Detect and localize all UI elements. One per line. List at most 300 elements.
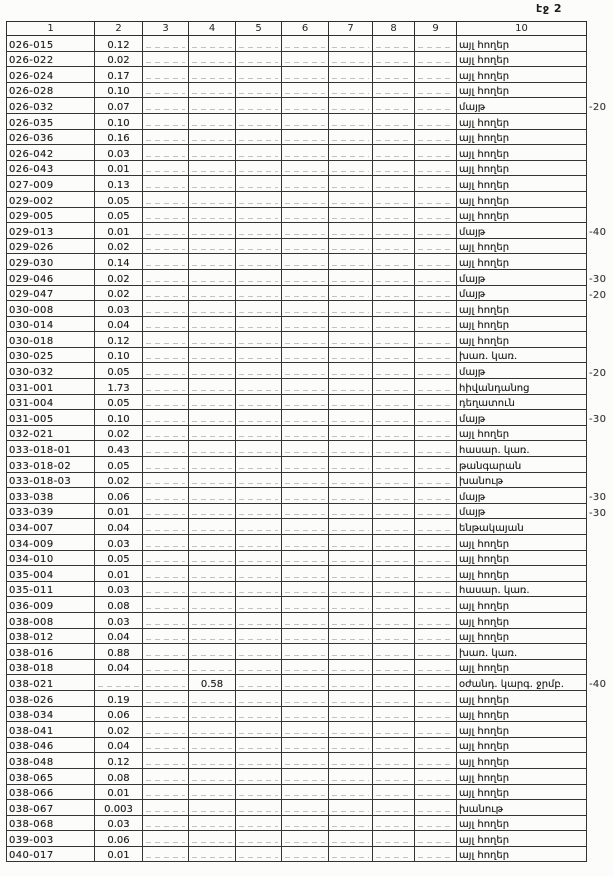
value-cell-2: 0.10 bbox=[95, 410, 143, 426]
margin-note bbox=[587, 550, 613, 566]
value-cell-6 bbox=[282, 51, 329, 67]
value-cell-5 bbox=[236, 301, 282, 317]
value-cell-4 bbox=[189, 519, 236, 535]
value-cell-9 bbox=[415, 722, 457, 738]
value-cell-8 bbox=[373, 441, 415, 457]
land-use-cell: այլ հողեր bbox=[457, 737, 587, 753]
value-cell-7 bbox=[329, 846, 373, 862]
value-cell-8 bbox=[373, 363, 415, 379]
value-cell-8 bbox=[373, 535, 415, 551]
margin-note bbox=[587, 51, 613, 67]
margin-note bbox=[587, 332, 613, 348]
value-cell-2: 0.05 bbox=[95, 207, 143, 223]
value-cell-5 bbox=[236, 379, 282, 395]
value-cell-6 bbox=[282, 519, 329, 535]
value-cell-7 bbox=[329, 784, 373, 800]
value-cell-9 bbox=[415, 207, 457, 223]
land-use-cell: այլ հողեր bbox=[457, 145, 587, 161]
value-cell-9 bbox=[415, 472, 457, 488]
value-cell-9 bbox=[415, 129, 457, 145]
parcel-code-cell: 038-065 bbox=[7, 768, 95, 784]
value-cell-6 bbox=[282, 269, 329, 285]
margin-note bbox=[587, 113, 613, 129]
margin-note bbox=[587, 457, 613, 473]
value-cell-7 bbox=[329, 644, 373, 660]
value-cell-7 bbox=[329, 207, 373, 223]
value-cell-7 bbox=[329, 285, 373, 301]
value-cell-2: 0.01 bbox=[95, 784, 143, 800]
land-use-cell: հասար. կառ. bbox=[457, 581, 587, 597]
value-cell-5 bbox=[236, 441, 282, 457]
margin-column-spacer bbox=[587, 22, 613, 36]
land-use-cell: այլ հողեր bbox=[457, 831, 587, 847]
value-cell-2: 0.10 bbox=[95, 347, 143, 363]
value-cell-6 bbox=[282, 737, 329, 753]
parcel-code-cell: 036-009 bbox=[7, 597, 95, 613]
value-cell-9 bbox=[415, 82, 457, 98]
table-row bbox=[7, 36, 613, 52]
margin-note bbox=[587, 597, 613, 613]
value-cell-2: 0.12 bbox=[95, 332, 143, 348]
value-cell-2: 0.03 bbox=[95, 581, 143, 597]
margin-note bbox=[587, 207, 613, 223]
margin-note bbox=[587, 36, 613, 52]
margin-note bbox=[587, 67, 613, 83]
value-cell-5 bbox=[236, 394, 282, 410]
parcel-code-cell: 038-012 bbox=[7, 628, 95, 644]
value-cell-7 bbox=[329, 722, 373, 738]
value-cell-2: 0.06 bbox=[95, 706, 143, 722]
value-cell-4 bbox=[189, 644, 236, 660]
value-cell-8 bbox=[373, 566, 415, 582]
value-cell-4 bbox=[189, 846, 236, 862]
value-cell-8 bbox=[373, 285, 415, 301]
value-cell-9 bbox=[415, 644, 457, 660]
value-cell-6 bbox=[282, 160, 329, 176]
parcel-code-cell: 035-011 bbox=[7, 581, 95, 597]
land-use-cell: այլ հողեր bbox=[457, 332, 587, 348]
value-cell-7 bbox=[329, 113, 373, 129]
value-cell-6 bbox=[282, 441, 329, 457]
land-use-cell: թանգարան bbox=[457, 457, 587, 473]
value-cell-9 bbox=[415, 784, 457, 800]
value-cell-4 bbox=[189, 347, 236, 363]
value-cell-4 bbox=[189, 129, 236, 145]
value-cell-7 bbox=[329, 800, 373, 816]
value-cell-5 bbox=[236, 67, 282, 83]
value-cell-2: 0.01 bbox=[95, 503, 143, 519]
value-cell-2: 0.05 bbox=[95, 394, 143, 410]
value-cell-9 bbox=[415, 753, 457, 769]
value-cell-7 bbox=[329, 191, 373, 207]
value-cell-4 bbox=[189, 316, 236, 332]
margin-note bbox=[587, 82, 613, 98]
value-cell-4 bbox=[189, 784, 236, 800]
value-cell-3 bbox=[143, 597, 189, 613]
value-cell-8 bbox=[373, 129, 415, 145]
table-body bbox=[7, 36, 613, 862]
value-cell-5 bbox=[236, 223, 282, 239]
value-cell-6 bbox=[282, 207, 329, 223]
parcel-code-cell: 029-030 bbox=[7, 254, 95, 270]
value-cell-8 bbox=[373, 394, 415, 410]
col-header-3: 3 bbox=[143, 22, 189, 36]
value-cell-2: 0.03 bbox=[95, 301, 143, 317]
value-cell-8 bbox=[373, 612, 415, 628]
value-cell-2: 0.02 bbox=[95, 285, 143, 301]
value-cell-3 bbox=[143, 379, 189, 395]
margin-note bbox=[587, 737, 613, 753]
land-use-cell: խանութ bbox=[457, 472, 587, 488]
value-cell-5 bbox=[236, 737, 282, 753]
land-use-cell: հասար. կառ. bbox=[457, 441, 587, 457]
value-cell-3 bbox=[143, 36, 189, 52]
value-cell-5 bbox=[236, 113, 282, 129]
land-use-cell: այլ հողեր bbox=[457, 768, 587, 784]
col-header-5: 5 bbox=[236, 22, 282, 36]
land-use-cell: այլ հողեր bbox=[457, 36, 587, 52]
col-header-9: 9 bbox=[415, 22, 457, 36]
parcel-code-cell: 032-021 bbox=[7, 425, 95, 441]
parcel-code-cell: 026-022 bbox=[7, 51, 95, 67]
land-use-cell: հիվանդանոց bbox=[457, 379, 587, 395]
value-cell-9 bbox=[415, 98, 457, 114]
table-row bbox=[7, 519, 613, 535]
value-cell-6 bbox=[282, 768, 329, 784]
value-cell-2: 0.03 bbox=[95, 535, 143, 551]
parcel-code-cell: 035-004 bbox=[7, 566, 95, 582]
value-cell-8 bbox=[373, 800, 415, 816]
margin-note bbox=[587, 316, 613, 332]
land-use-cell: այլ հողեր bbox=[457, 846, 587, 862]
value-cell-5 bbox=[236, 644, 282, 660]
value-cell-2: 0.04 bbox=[95, 659, 143, 675]
value-cell-7 bbox=[329, 503, 373, 519]
value-cell-6 bbox=[282, 223, 329, 239]
land-use-cell: մայթ bbox=[457, 363, 587, 379]
value-cell-4 bbox=[189, 503, 236, 519]
col-header-4: 4 bbox=[189, 22, 236, 36]
parcel-code-cell: 040-017 bbox=[7, 846, 95, 862]
value-cell-6 bbox=[282, 145, 329, 161]
margin-note: -30 bbox=[589, 492, 607, 504]
value-cell-5 bbox=[236, 191, 282, 207]
value-cell-5 bbox=[236, 690, 282, 706]
value-cell-8 bbox=[373, 457, 415, 473]
land-use-cell: այլ հողեր bbox=[457, 82, 587, 98]
value-cell-6 bbox=[282, 675, 329, 691]
value-cell-5 bbox=[236, 612, 282, 628]
value-cell-8 bbox=[373, 254, 415, 270]
value-cell-2: 0.01 bbox=[95, 846, 143, 862]
value-cell-3 bbox=[143, 223, 189, 239]
value-cell-5 bbox=[236, 706, 282, 722]
table-row bbox=[7, 301, 613, 317]
value-cell-3 bbox=[143, 612, 189, 628]
parcel-code-cell: 030-008 bbox=[7, 301, 95, 317]
parcel-code-cell: 026-028 bbox=[7, 82, 95, 98]
land-use-cell: խառ. կառ. bbox=[457, 347, 587, 363]
margin-note: -30 bbox=[589, 414, 607, 426]
value-cell-5 bbox=[236, 519, 282, 535]
value-cell-2 bbox=[95, 675, 143, 691]
value-cell-9 bbox=[415, 316, 457, 332]
table-row bbox=[7, 706, 613, 722]
value-cell-6 bbox=[282, 410, 329, 426]
value-cell-4 bbox=[189, 98, 236, 114]
table-row bbox=[7, 191, 613, 207]
table-row bbox=[7, 597, 613, 613]
value-cell-4 bbox=[189, 425, 236, 441]
value-cell-5 bbox=[236, 566, 282, 582]
value-cell-9 bbox=[415, 51, 457, 67]
value-cell-8 bbox=[373, 784, 415, 800]
value-cell-4 bbox=[189, 254, 236, 270]
land-use-cell: այլ հողեր bbox=[457, 566, 587, 582]
margin-note bbox=[587, 301, 613, 317]
value-cell-2: 0.10 bbox=[95, 82, 143, 98]
value-cell-6 bbox=[282, 753, 329, 769]
value-cell-3 bbox=[143, 441, 189, 457]
value-cell-9 bbox=[415, 675, 457, 691]
margin-note bbox=[587, 160, 613, 176]
value-cell-9 bbox=[415, 67, 457, 83]
value-cell-3 bbox=[143, 51, 189, 67]
parcel-code-cell: 030-018 bbox=[7, 332, 95, 348]
land-use-cell: այլ հողեր bbox=[457, 176, 587, 192]
value-cell-7 bbox=[329, 675, 373, 691]
margin-note bbox=[587, 441, 613, 457]
value-cell-5 bbox=[236, 176, 282, 192]
value-cell-6 bbox=[282, 379, 329, 395]
value-cell-8 bbox=[373, 425, 415, 441]
value-cell-6 bbox=[282, 831, 329, 847]
margin-note bbox=[587, 176, 613, 192]
value-cell-3 bbox=[143, 82, 189, 98]
value-cell-5 bbox=[236, 36, 282, 52]
value-cell-4 bbox=[189, 815, 236, 831]
parcel-code-cell: 038-018 bbox=[7, 659, 95, 675]
value-cell-4 bbox=[189, 160, 236, 176]
table-row bbox=[7, 113, 613, 129]
value-cell-4 bbox=[189, 550, 236, 566]
value-cell-3 bbox=[143, 67, 189, 83]
margin-note bbox=[587, 238, 613, 254]
table-row bbox=[7, 768, 613, 784]
value-cell-5 bbox=[236, 269, 282, 285]
value-cell-2: 0.06 bbox=[95, 488, 143, 504]
value-cell-5 bbox=[236, 753, 282, 769]
value-cell-2: 0.16 bbox=[95, 129, 143, 145]
margin-note bbox=[587, 254, 613, 270]
value-cell-9 bbox=[415, 768, 457, 784]
parcel-code-cell: 038-068 bbox=[7, 815, 95, 831]
value-cell-5 bbox=[236, 254, 282, 270]
value-cell-9 bbox=[415, 191, 457, 207]
value-cell-7 bbox=[329, 51, 373, 67]
parcel-code-cell: 034-010 bbox=[7, 550, 95, 566]
land-use-cell: մայթ bbox=[457, 269, 587, 285]
margin-note bbox=[587, 628, 613, 644]
value-cell-8 bbox=[373, 690, 415, 706]
value-cell-2: 0.05 bbox=[95, 363, 143, 379]
parcel-code-cell: 031-001 bbox=[7, 379, 95, 395]
value-cell-9 bbox=[415, 706, 457, 722]
value-cell-2: 0.06 bbox=[95, 831, 143, 847]
value-cell-9 bbox=[415, 145, 457, 161]
value-cell-8 bbox=[373, 347, 415, 363]
value-cell-3 bbox=[143, 846, 189, 862]
value-cell-3 bbox=[143, 488, 189, 504]
value-cell-4 bbox=[189, 51, 236, 67]
value-cell-4 bbox=[189, 145, 236, 161]
value-cell-3 bbox=[143, 363, 189, 379]
table-row bbox=[7, 628, 613, 644]
value-cell-9 bbox=[415, 332, 457, 348]
parcel-code-cell: 033-018-03 bbox=[7, 472, 95, 488]
margin-note: -20 bbox=[589, 367, 607, 379]
value-cell-4 bbox=[189, 269, 236, 285]
value-cell-8 bbox=[373, 472, 415, 488]
table-row bbox=[7, 160, 613, 176]
table-row bbox=[7, 566, 613, 582]
value-cell-5 bbox=[236, 457, 282, 473]
value-cell-6 bbox=[282, 254, 329, 270]
table-row bbox=[7, 503, 613, 519]
margin-note bbox=[587, 581, 613, 597]
value-cell-2: 0.07 bbox=[95, 98, 143, 114]
value-cell-3 bbox=[143, 285, 189, 301]
value-cell-8 bbox=[373, 753, 415, 769]
value-cell-3 bbox=[143, 815, 189, 831]
parcel-code-cell: 034-009 bbox=[7, 535, 95, 551]
value-cell-2: 0.02 bbox=[95, 472, 143, 488]
parcel-code-cell: 026-032 bbox=[7, 98, 95, 114]
table-row bbox=[7, 737, 613, 753]
value-cell-7 bbox=[329, 160, 373, 176]
table-row bbox=[7, 254, 613, 270]
value-cell-6 bbox=[282, 581, 329, 597]
value-cell-7 bbox=[329, 612, 373, 628]
land-use-cell: մայթ bbox=[457, 285, 587, 301]
value-cell-4 bbox=[189, 285, 236, 301]
value-cell-2: 0.08 bbox=[95, 597, 143, 613]
value-cell-3 bbox=[143, 316, 189, 332]
value-cell-4 bbox=[189, 831, 236, 847]
value-cell-9 bbox=[415, 800, 457, 816]
col-header-6: 6 bbox=[282, 22, 329, 36]
value-cell-5 bbox=[236, 238, 282, 254]
value-cell-4 bbox=[189, 535, 236, 551]
value-cell-6 bbox=[282, 238, 329, 254]
table-row bbox=[7, 176, 613, 192]
value-cell-2: 0.02 bbox=[95, 51, 143, 67]
value-cell-5 bbox=[236, 410, 282, 426]
parcel-code-cell: 038-041 bbox=[7, 722, 95, 738]
table-row bbox=[7, 207, 613, 223]
land-use-cell: դեղատուն bbox=[457, 394, 587, 410]
parcel-code-cell: 031-005 bbox=[7, 410, 95, 426]
value-cell-2: 0.04 bbox=[95, 316, 143, 332]
value-cell-2: 0.04 bbox=[95, 737, 143, 753]
margin-note bbox=[587, 800, 613, 816]
land-use-cell: այլ հողեր bbox=[457, 254, 587, 270]
value-cell-8 bbox=[373, 191, 415, 207]
value-cell-7 bbox=[329, 176, 373, 192]
land-use-cell: այլ հողեր bbox=[457, 51, 587, 67]
table-row bbox=[7, 269, 613, 285]
table-row bbox=[7, 347, 613, 363]
value-cell-9 bbox=[415, 36, 457, 52]
value-cell-5 bbox=[236, 207, 282, 223]
value-cell-5 bbox=[236, 550, 282, 566]
value-cell-2: 1.73 bbox=[95, 379, 143, 395]
table-row bbox=[7, 472, 613, 488]
parcel-code-cell: 038-026 bbox=[7, 690, 95, 706]
value-cell-9 bbox=[415, 581, 457, 597]
table-row bbox=[7, 831, 613, 847]
value-cell-6 bbox=[282, 285, 329, 301]
value-cell-6 bbox=[282, 347, 329, 363]
margin-note bbox=[587, 815, 613, 831]
parcel-code-cell: 029-026 bbox=[7, 238, 95, 254]
value-cell-8 bbox=[373, 768, 415, 784]
parcel-code-cell: 039-003 bbox=[7, 831, 95, 847]
table-row bbox=[7, 846, 613, 862]
land-use-cell: այլ հողեր bbox=[457, 238, 587, 254]
parcel-code-cell: 038-021 bbox=[7, 675, 95, 691]
value-cell-2: 0.17 bbox=[95, 67, 143, 83]
value-cell-9 bbox=[415, 113, 457, 129]
value-cell-4 bbox=[189, 332, 236, 348]
parcel-code-cell: 030-025 bbox=[7, 347, 95, 363]
table-row bbox=[7, 800, 613, 816]
parcel-code-cell: 030-014 bbox=[7, 316, 95, 332]
value-cell-4 bbox=[189, 566, 236, 582]
value-cell-7 bbox=[329, 98, 373, 114]
value-cell-7 bbox=[329, 659, 373, 675]
value-cell-2: 0.04 bbox=[95, 628, 143, 644]
value-cell-3 bbox=[143, 737, 189, 753]
value-cell-2: 0.05 bbox=[95, 457, 143, 473]
value-cell-5 bbox=[236, 145, 282, 161]
value-cell-6 bbox=[282, 690, 329, 706]
land-use-cell: այլ հողեր bbox=[457, 113, 587, 129]
value-cell-7 bbox=[329, 82, 373, 98]
value-cell-3 bbox=[143, 628, 189, 644]
value-cell-8 bbox=[373, 113, 415, 129]
value-cell-7 bbox=[329, 301, 373, 317]
value-cell-3 bbox=[143, 722, 189, 738]
value-cell-4 bbox=[189, 472, 236, 488]
margin-note bbox=[587, 722, 613, 738]
value-cell-4 bbox=[189, 597, 236, 613]
value-cell-3 bbox=[143, 269, 189, 285]
value-cell-3 bbox=[143, 503, 189, 519]
value-cell-9 bbox=[415, 519, 457, 535]
land-use-cell: խանութ bbox=[457, 800, 587, 816]
value-cell-4: 0.58 bbox=[189, 675, 236, 691]
table-row bbox=[7, 550, 613, 566]
value-cell-2: 0.01 bbox=[95, 160, 143, 176]
value-cell-4 bbox=[189, 67, 236, 83]
value-cell-8 bbox=[373, 316, 415, 332]
value-cell-7 bbox=[329, 550, 373, 566]
margin-note bbox=[587, 145, 613, 161]
margin-note bbox=[587, 472, 613, 488]
value-cell-9 bbox=[415, 488, 457, 504]
value-cell-7 bbox=[329, 831, 373, 847]
